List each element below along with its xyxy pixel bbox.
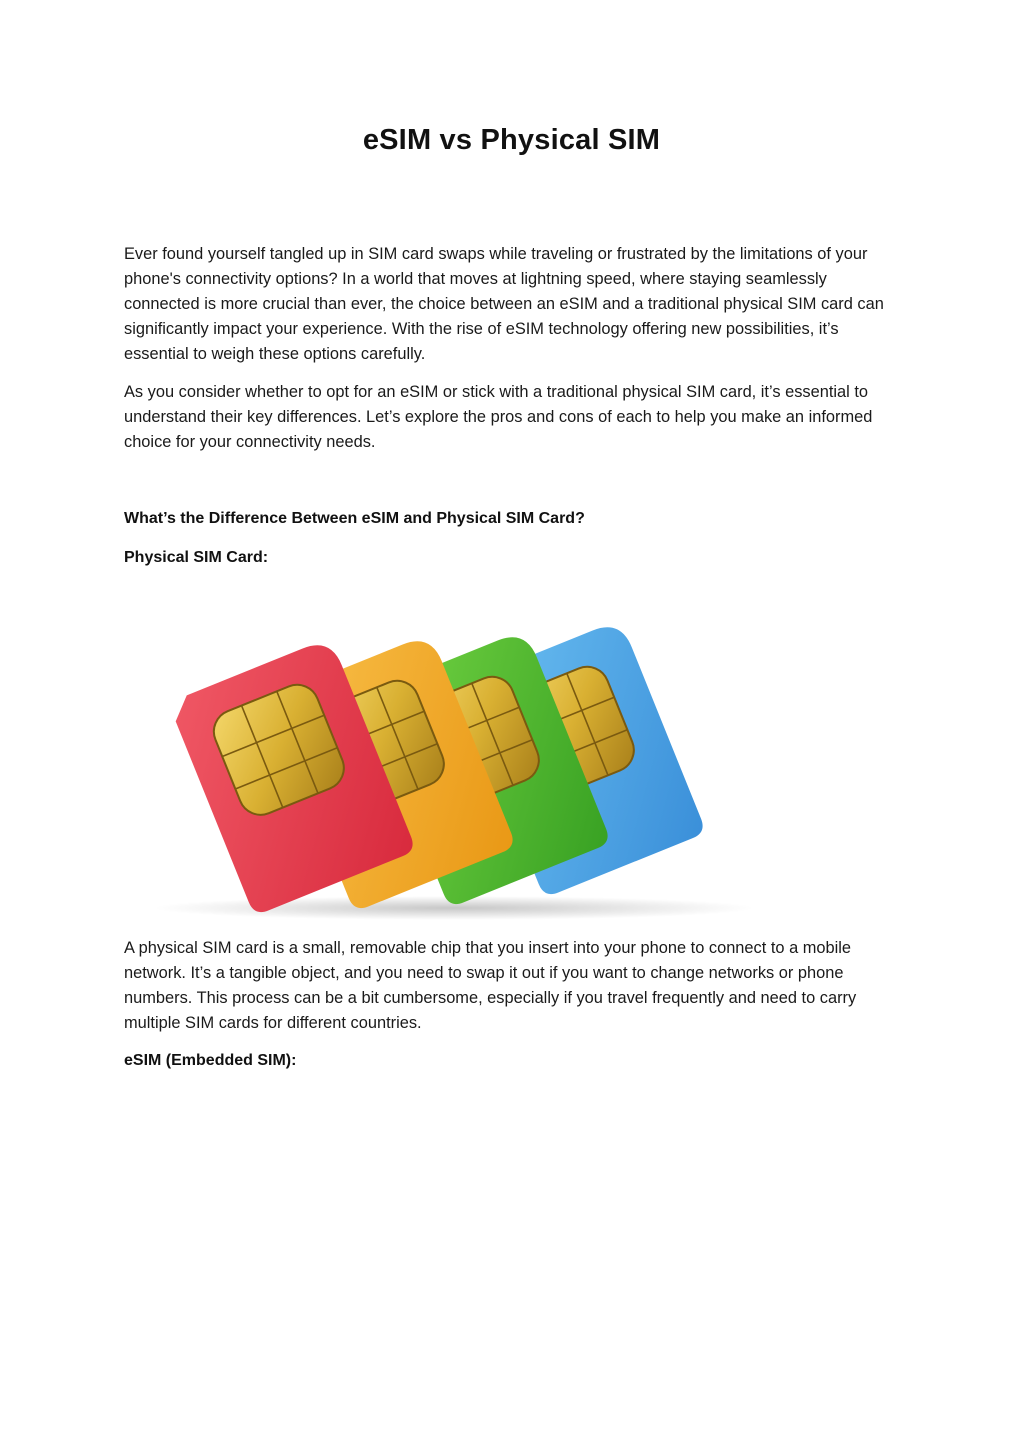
subheading-esim: eSIM (Embedded SIM):: [124, 1052, 297, 1069]
subheading-physical-sim: Physical SIM Card:: [124, 549, 269, 566]
intro-paragraph-2: As you consider whether to opt for an eSIM or stick with a traditional physical SIM card, it’s essential to understand their key differences. Let’s explore the pros and cons of each to help you make an informed choice for your connectivity needs.: [124, 383, 873, 451]
sim-cards-image: [124, 596, 764, 922]
section-heading-difference: What’s the Difference Between eSIM and Physical SIM Card?: [124, 510, 585, 527]
page-title: eSIM vs Physical SIM: [362, 124, 661, 156]
physical-sim-paragraph: A physical SIM card is a small, removable chip that you insert into your phone to connect to a mobile network. It’s a tangible object, and you need to swap it out if you want to change networks or phone numbers. This process can be a bit cumbersome, especially if you travel frequently and need to carry multiple SIM cards for different countries.: [124, 939, 857, 1032]
intro-paragraph-1: Ever found yourself tangled up in SIM card swaps while traveling or frustrated by the limitations of your phone's connectivity options? In a world that moves at lightning speed, where staying seamlessly connected is more crucial than ever, the choice between an eSIM and a traditional physical SIM card can significantly impact your experience. With the rise of eSIM technology offering new possibilities, it’s essential to weigh these options carefully.: [124, 245, 884, 363]
